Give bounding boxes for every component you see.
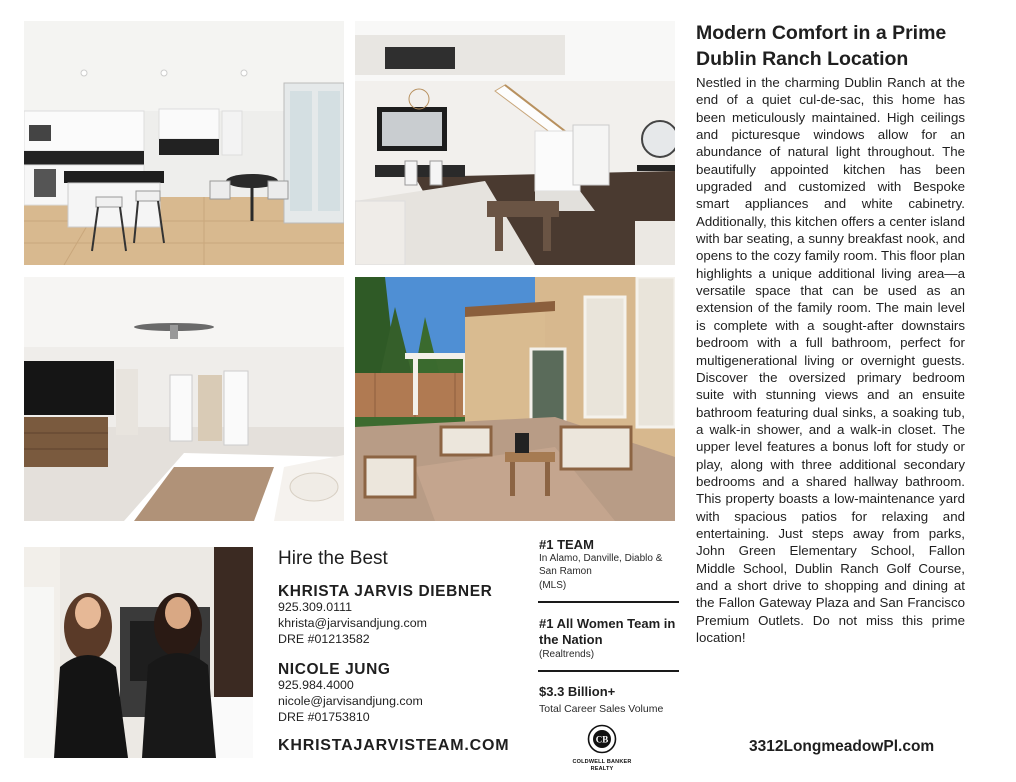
team-website-link[interactable]: KHRISTAJARVISTEAM.COM: [278, 737, 510, 754]
listing-title: Modern Comfort in a Prime Dublin Ranch Location: [696, 22, 947, 70]
agent-1-email[interactable]: khrista@jarvisandjung.com: [278, 616, 427, 630]
agent-1-dre: DRE #01213582: [278, 632, 370, 646]
brand-mark-letter: CB: [595, 734, 609, 745]
stat-1-heading: #1 TEAM: [539, 537, 594, 552]
agent-2-phone[interactable]: 925.984.4000: [278, 678, 354, 692]
stat-3-sub: Total Career Sales Volume: [539, 703, 664, 715]
hire-heading: Hire the Best: [278, 548, 388, 569]
stat-2-note: (Realtrends): [539, 649, 595, 660]
stat-3-heading: $3.3 Billion+: [539, 684, 616, 699]
property-website-link[interactable]: 3312LongmeadowPl.com: [749, 738, 935, 755]
bedroom-photo: [24, 277, 344, 521]
agent-2-dre: DRE #01753810: [278, 710, 370, 724]
brand-name-line2: REALTY: [590, 766, 614, 772]
agent-2-email[interactable]: nicole@jarvisandjung.com: [278, 694, 423, 708]
listing-description: Nestled in the charming Dublin Ranch at the end of a quiet cul-de-sac, this home has been meticulously maintained. High ceilings and picturesque windows allow for an abundance of natural light throughout. The beautifully appointed kitchen has been upgraded and customized with Bespoke smart appliances and white cabinetry. Additionally, this kitchen offers a center island with bar seating, a sunny breakfast nook, and opens to the cozy family room. This floor plan highlights a unique additional living area—a versatile space that can be used as an extension of the family room. The main level is complete with a sought-after downstairs bedroom with a full bathroom, perfect for multigenerational living or overnight guests. Discover the oversized primary bedroom suite with stunning views and an ensuite bathroom featuring dual sinks, a soaking tub, a walk-in shower, and a walk-in closet. The upper level features a bonus loft for study or play, along with three additional secondary bedrooms and a shared hallway bathroom. This property boasts a low-maintenance yard with spacious patios for relaxing and entertaining. Just steps away from parks, John Green Elementary School, Fallon Middle School, Dublin Ranch Golf Course, and a short drive to shopping and dining at the Fallon Gateway Plaza and San Francisco Premium Outlets. Do not miss this prime location!: [696, 75, 965, 645]
kitchen-photo: [24, 21, 344, 265]
stat-divider-2: [538, 670, 679, 672]
patio-photo: [355, 277, 675, 521]
living-room-photo: [355, 21, 675, 265]
agent-2-name: NICOLE JUNG: [278, 661, 391, 678]
agent-1-phone[interactable]: 925.309.0111: [278, 600, 352, 614]
brand-seal-icon: [587, 724, 617, 754]
coldwell-banker-logo: [566, 724, 638, 772]
agent-1-name: KHRISTA JARVIS DIEBNER: [278, 583, 493, 600]
brand-name-line1: COLDWELL BANKER: [572, 759, 632, 765]
stat-divider-1: [538, 601, 679, 603]
stat-2-heading: #1 All Women Team in the Nation: [539, 616, 676, 647]
stat-1-note: (MLS): [539, 580, 567, 591]
stat-1-sub: In Alamo, Danville, Diablo & San Ramon: [539, 553, 663, 577]
agents-photo: [24, 547, 253, 758]
